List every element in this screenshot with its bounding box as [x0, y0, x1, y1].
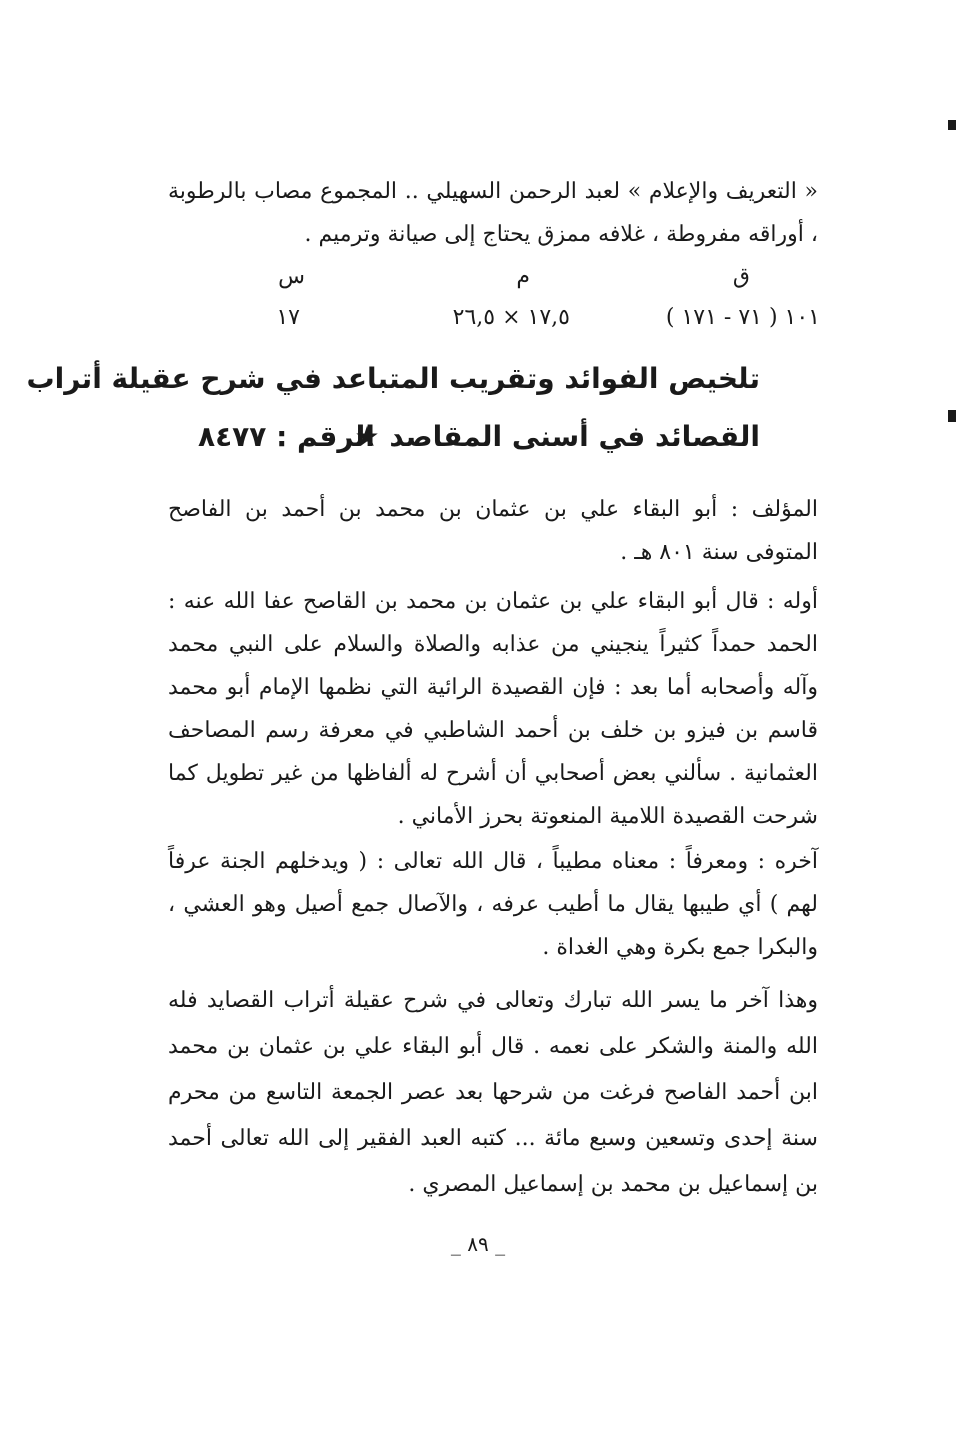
- entry-title-line-2: [190, 420, 760, 460]
- entry-number: الرقم : ٨٤٧٧: [198, 420, 375, 453]
- scan-edge-mark: [948, 410, 956, 422]
- reference-values: [240, 305, 820, 335]
- reference-labels: [240, 264, 820, 294]
- entry-title-continuation: القصائد في أسنى المقاصد ★: [354, 420, 760, 453]
- page-number: _ ٨٩ _: [450, 1232, 506, 1256]
- ref-label-m: م: [516, 264, 530, 289]
- ref-value-s: ١٧: [276, 305, 300, 330]
- author-paragraph: المؤلف : أبو البقاء علي بن عثمان بن محمد بن أحمد بن الفاصح المتوفى سنة ٨٠١ هـ .: [168, 497, 818, 565]
- ref-label-q: ق: [732, 264, 750, 289]
- colophon-paragraph: وهذا آخر ما يسر الله تبارك وتعالى في شرح عقيلة أتراب القصايد فله الله والمنة والشكر على نعمه . قال أبو البقاء علي بن عثمان بن محمد ابن أحمد الفاصح فرغت من شرحها بعد عصر الجمعة التاسع من محرم سنة إحدى وتسعين وسبع مائة ... كتبه العبد الفقير إلى الله تعالى أحمد بن إسماعيل بن محمد بن إسماعيل المصري .: [168, 988, 818, 1197]
- ref-value-q: ١٠١ ( ٧١ - ١٧١ ): [665, 305, 820, 330]
- scan-edge-mark: [948, 120, 956, 130]
- ref-value-m: ١٧,٥ × ٢٦,٥: [452, 305, 570, 330]
- ref-label-s: س: [278, 264, 305, 289]
- entry-title-line-1: تلخيص الفوائد وتقريب المتباعد في شرح عقيلة أتراب: [26, 362, 760, 395]
- previous-entry-text: « التعريف والإعلام » لعبد الرحمن السهيلي .. المجموع مصاب بالرطوبة ، أوراقه مفروطة ، غلافه ممزق يحتاج إلى صيانة وترميم .: [168, 179, 818, 247]
- ending-paragraph: آخره : ومعرفاً : معناه مطيباً ، قال الله تعالى : ( ويدخلهم الجنة عرفاً لهم ) أي طيبها يقال ما أطيب عرفه ، والآصال جمع أصيل وهو العشي ، والبكرا جمع بكرة وهي الغداة .: [168, 849, 818, 960]
- opening-paragraph: أوله : قال أبو البقاء علي بن عثمان بن محمد بن القاصح عفا الله عنه : الحمد حمداً كثيراً ينجيني من عذابه والصلاة والسلام على النبي محمد وآله وأصحابه أما بعد : فإن القصيدة الرائية التي نظمها الإمام أبو محمد قاسم بن فيزو بن خلف بن أحمد الشاطبي في معرفة رسم المصاحف العثمانية . سألني بعض أصحابي أن أشرح له ألفاظها من غير تطويل كما شرحت القصيدة اللامية المنعوتة بحرز الأماني .: [168, 589, 818, 829]
